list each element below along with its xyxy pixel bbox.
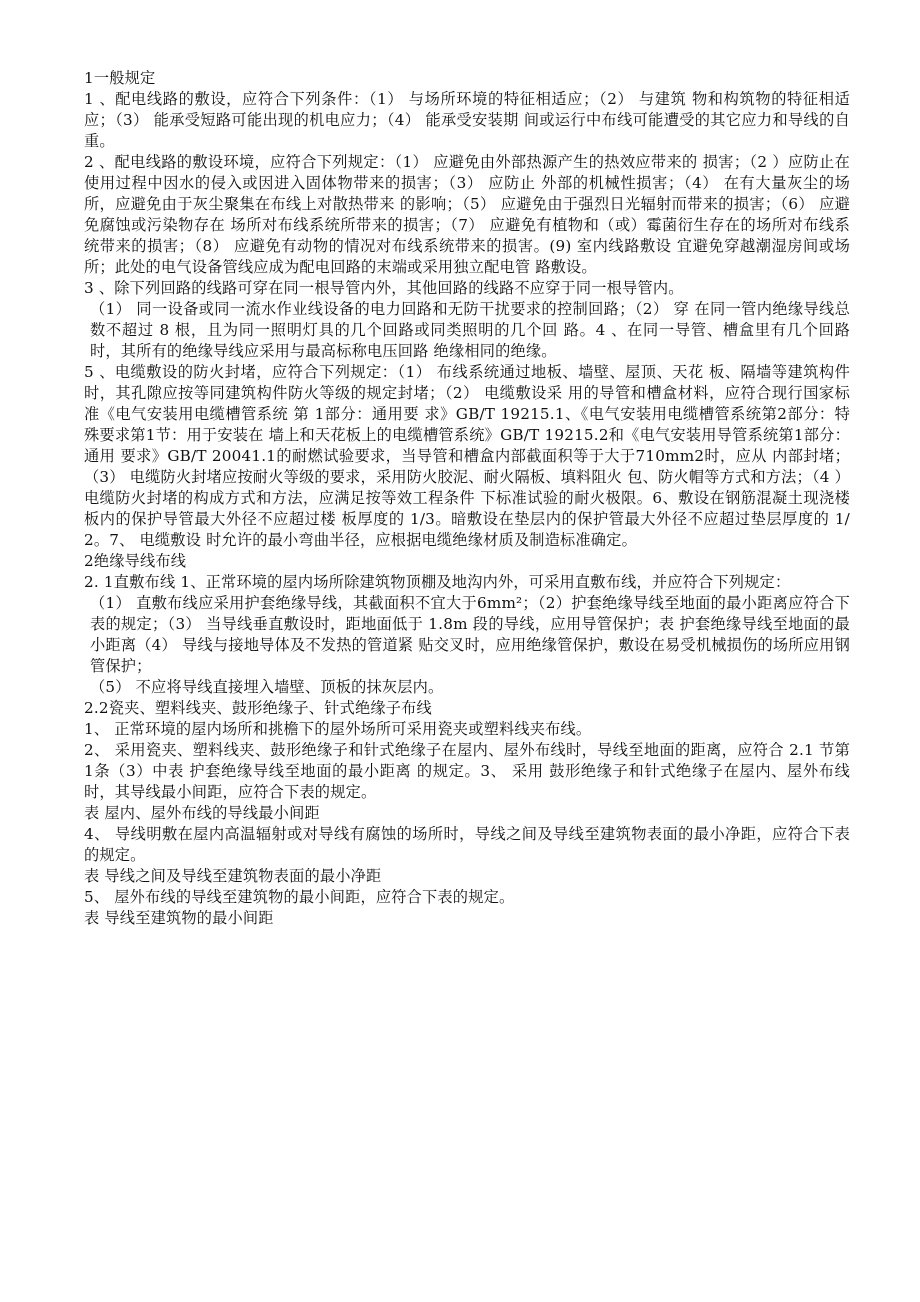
paragraph: 3 、除下列回路的线路可穿在同一根导管内外，其他回路的线路不应穿于同一根导管内。 — [84, 279, 684, 297]
table-caption: 表 导线之间及导线至建筑物表面的最小净距 — [84, 867, 382, 885]
paragraph: 1 、配电线路的敷设，应符合下列条件：（1） 与场所环境的特征相适应；（2） 与建筑 物和构筑物的特征相适应；（3） 能承受短路可能出现的机电应力；（4） 能承受安装期 间或运行中布线可能遭受的其它应力和导线的自重。 — [84, 90, 850, 150]
document-body — [84, 68, 850, 929]
section-heading: 2绝缘导线布线 — [84, 552, 187, 570]
paragraph: 5、 屋外布线的导线至建筑物的最小间距，应符合下表的规定。 — [84, 888, 515, 906]
paragraph: （1） 直敷布线应采用护套绝缘导线，其截面积不宜大于6mm²；（2）护套绝缘导线至地面的最小距离应符合下表的规定；（3） 当导线垂直敷设时，距地面低于 1.8m 段的导线，应用导管保护；表 护套绝缘导线至地面的最小距离（4） 导线与接地导体及不发热的管道紧 贴交叉时，应用绝缘管保护，敷设在易受机械损伤的场所应用钢管保护； — [90, 594, 850, 675]
section-heading: 2.2瓷夹、塑料线夹、鼓形绝缘子、针式绝缘子布线 — [84, 699, 432, 717]
paragraph: （1） 同一设备或同一流水作业线设备的电力回路和无防干扰要求的控制回路；（2） 穿 在同一管内绝缘导线总数不超过 8 根，且为同一照明灯具的几个回路或同类照明的几个回 路。4 、在同一导管、槽盒里有几个回路时，其所有的绝缘导线应采用与最高标称电压回路 绝缘相同的绝缘。 — [90, 300, 850, 360]
paragraph: 1、 正常环境的屋内场所和挑檐下的屋外场所可采用瓷夹或塑料线夹布线。 — [84, 720, 592, 738]
section-heading: 1一般规定 — [84, 69, 156, 87]
paragraph: 2、 采用瓷夹、塑料线夹、鼓形绝缘子和针式绝缘子在屋内、屋外布线时，导线至地面的距离，应符合 2.1 节第1条（3）中表 护套绝缘导线至地面的最小距离 的规定。3、 采用 鼓形绝缘子和针式绝缘子在屋内、屋外布线时，其导线最小间距，应符合下表的规定。 — [84, 741, 850, 801]
paragraph: 2. 1直敷布线 1、正常环境的屋内场所除建筑物顶棚及地沟内外，可采用直敷布线，并应符合下列规定： — [84, 573, 791, 591]
table-caption: 表 屋内、屋外布线的导线最小间距 — [84, 804, 320, 822]
paragraph: 5 、电缆敷设的防火封堵，应符合下列规定：（1） 布线系统通过地板、墙壁、屋顶、天花 板、隔墙等建筑构件时，其孔隙应按等同建筑构件防火等级的规定封堵；（2） 电缆敷设采 用的导管和槽盒材料，应符合现行国家标准《电气安装用电缆槽管系统 第 1部分：通用要 求》GB/T 19215.1、《电气安装用电缆槽管系统第2部分：特殊要求第1节：用于安装在 墙上和天花板上的电缆槽管系统》GB/T 19215.2和《电气安装用导管系统第1部分：通用 要求》GB/T 20041.1的耐燃试验要求，当导管和槽盒内部截面积等于大于710mm2时，应从 内部封堵；（3） 电缆防火封堵应按耐火等级的要求，采用防火胶泥、耐火隔板、填料阻火 包、防火帽等方式和方法；（4 ）电缆防火封堵的构成方式和方法，应满足按等效工程条件 下标准试验的耐火极限。6、敷设在钢筋混凝土现浇楼板内的保护导管最大外径不应超过楼 板厚度的 1/3。暗敷设在垫层内的保护管最大外径不应超过垫层厚度的 1/2。7、 电缆敷设 时允许的最小弯曲半径，应根据电缆绝缘材质及制造标准确定。 — [84, 363, 850, 549]
paragraph: （5） 不应将导线直接埋入墙壁、顶板的抹灰层内。 — [90, 678, 444, 696]
paragraph: 4、 导线明敷在屋内高温辐射或对导线有腐蚀的场所时，导线之间及导线至建筑物表面的最小净距，应符合下表的规定。 — [84, 825, 850, 864]
paragraph: 2 、配电线路的敷设环境，应符合下列规定：（1） 应避免由外部热源产生的热效应带来的 损害；（2 ）应防止在使用过程中因水的侵入或因进入固体物带来的损害；（3） 应防止 外部的机械性损害；（4） 在有大量灰尘的场所，应避免由于灰尘聚集在布线上对散热带来 的影响；（5） 应避免由于强烈日光辐射而带来的损害；（6） 应避免腐蚀或污染物存在 场所对布线系统所带来的损害；（7） 应避免有植物和（或）霉菌衍生存在的场所对布线系 统带来的损害；（8） 应避免有动物的情况对布线系统带来的损害。(9) 室内线路敷设 宜避免穿越潮湿房间或场所；此处的电气设备管线应成为配电回路的末端或采用独立配电管 路敷设。 — [84, 153, 850, 276]
table-caption: 表 导线至建筑物的最小间距 — [84, 909, 274, 927]
